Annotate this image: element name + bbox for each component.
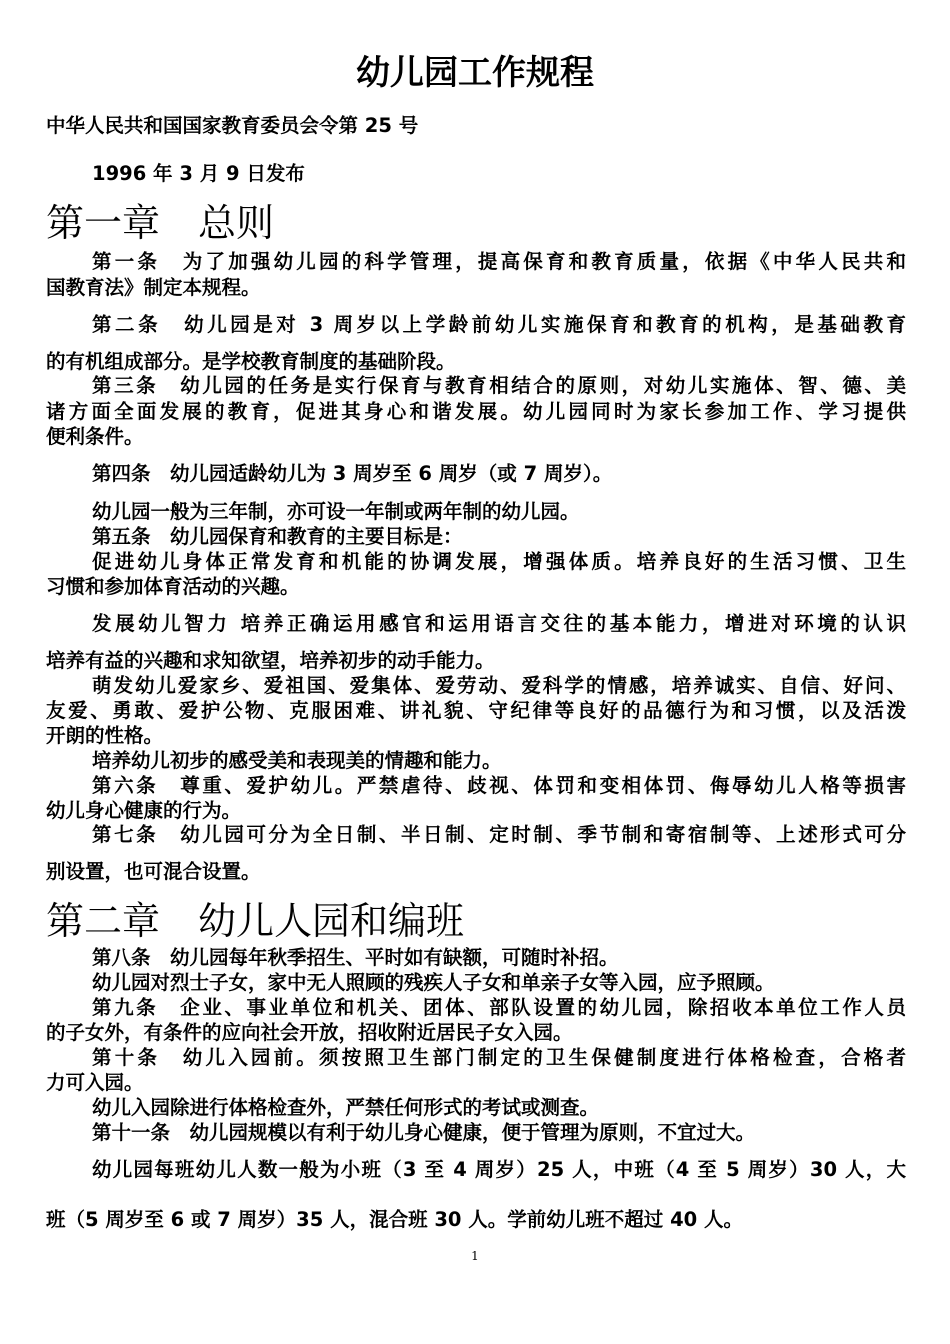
text-line: 第二条 幼儿园是对 3 周岁以上学龄前幼儿实施保育和教育的机构，是基础教育	[92, 313, 906, 336]
text-line: 发展幼儿智力 培养正确运用感官和运用语言交往的基本能力，增进对环境的认识	[92, 612, 906, 635]
text-line: 培养有益的兴趣和求知欲望，培养初步的动手能力。	[46, 649, 495, 672]
text-line: 便利条件。	[46, 425, 144, 448]
chapter-1-heading: 第一章 总则	[46, 201, 275, 245]
text-line: 第九条 企业、事业单位和机关、团体、部队设置的幼儿园，除招收本单位工作人员	[92, 996, 906, 1019]
text-line: 班（5 周岁至 6 或 7 周岁）35 人，混合班 30 人。学前幼儿班不超过 40 人。	[46, 1208, 744, 1231]
decree-line: 中华人民共和国国家教育委员会令第 25 号	[46, 114, 419, 137]
text-line: 幼儿园对烈士子女，家中无人照顾的残疾人子女和单亲子女等入园，应予照顾。	[92, 971, 775, 994]
text-line: 第三条 幼儿园的任务是实行保育与教育相结合的原则，对幼儿实施体、智、德、美	[92, 374, 906, 397]
text-line: 幼儿入园除进行体格检查外，严禁任何形式的考试或测查。	[92, 1096, 600, 1119]
text-line: 开朗的性格。	[46, 724, 164, 747]
text-line: 第四条 幼儿园适龄幼儿为 3 周岁至 6 周岁（或 7 周岁）。	[92, 462, 613, 485]
publish-date: 1996 年 3 月 9 日发布	[92, 162, 305, 185]
text-line: 第十条 幼儿入园前。须按照卫生部门制定的卫生保健制度进行体格检查，合格者	[92, 1046, 906, 1069]
text-line: 第六条 尊重、爱护幼儿。严禁虐待、歧视、体罚和变相体罚、侮辱幼儿人格等损害	[92, 774, 906, 797]
text-line: 友爱、勇敢、爱护公物、克服困难、讲礼貌、守纪律等良好的品德行为和习惯，以及活泼	[46, 699, 906, 722]
chapter-2-heading: 第二章 幼儿人园和编班	[46, 899, 465, 943]
text-line: 诸方面全面发展的教育，促进其身心和谐发展。幼儿园同时为家长参加工作、学习提供	[46, 400, 906, 423]
text-line: 的子女外，有条件的应向社会开放，招收附近居民子女入园。	[46, 1021, 573, 1044]
text-line: 第八条 幼儿园每年秋季招生、平时如有缺额，可随时补招。	[92, 946, 619, 969]
text-line: 第一条 为了加强幼儿园的科学管理，提高保育和教育质量，依据《中华人民共和	[92, 250, 906, 273]
document-title: 幼儿园工作规程	[356, 53, 594, 93]
text-line: 幼儿身心健康的行为。	[46, 799, 242, 822]
text-line: 第五条 幼儿园保育和教育的主要目标是：	[92, 525, 463, 548]
text-line: 培养幼儿初步的感受美和表现美的情趣和能力。	[92, 749, 502, 772]
text-line: 萌发幼儿爱家乡、爱祖国、爱集体、爱劳动、爱科学的情感，培养诚实、自信、好问、	[92, 674, 906, 697]
text-line: 第七条 幼儿园可分为全日制、半日制、定时制、季节制和寄宿制等、上述形式可分	[92, 823, 906, 846]
page-number: 1	[471, 1249, 479, 1263]
text-line: 促进幼儿身体正常发育和机能的协调发展，增强体质。培养良好的生活习惯、卫生	[92, 550, 906, 573]
text-line: 力可入园。	[46, 1071, 144, 1094]
text-line: 幼儿园每班幼儿人数一般为小班（3 至 4 周岁）25 人，中班（4 至 5 周岁）30 人，大	[92, 1158, 906, 1181]
text-line: 的有机组成部分。是学校教育制度的基础阶段。	[46, 350, 456, 373]
text-line: 习惯和参加体育活动的兴趣。	[46, 575, 300, 598]
text-line: 国教育法》制定本规程。	[46, 276, 261, 299]
text-line: 别设置，也可混合设置。	[46, 860, 261, 883]
text-line: 幼儿园一般为三年制，亦可设一年制或两年制的幼儿园。	[92, 500, 580, 523]
text-line: 第十一条 幼儿园规模以有利于幼儿身心健康，便于管理为原则，不宜过大。	[92, 1121, 756, 1144]
